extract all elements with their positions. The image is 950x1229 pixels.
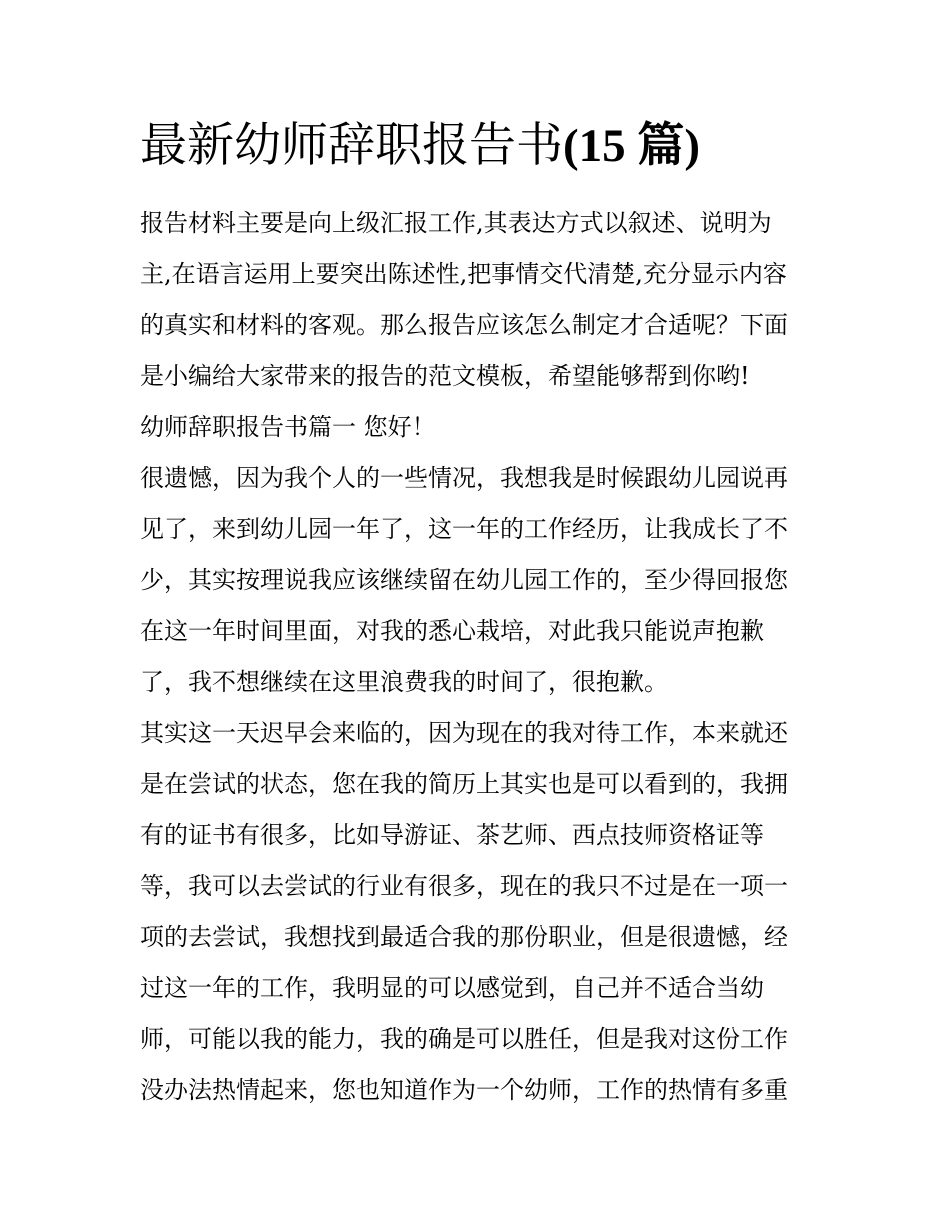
text-line: 见了，来到幼儿园一年了，这一年的工作经历，让我成长了不 xyxy=(140,515,788,543)
intro-paragraph xyxy=(140,198,820,402)
text-line: 等，我可以去尝试的行业有很多，现在的我只不过是在一项一 xyxy=(140,872,788,900)
section-heading xyxy=(140,402,820,453)
text-line: 其实这一天迟早会来临的，因为现在的我对待工作，本来就还 xyxy=(140,719,788,747)
document-title xyxy=(140,116,840,176)
text-line: 没办法热情起来，您也知道作为一个幼师，工作的热情有多重 xyxy=(140,1076,788,1104)
text-line: 很遗憾，因为我个人的一些情况，我想我是时候跟幼儿园说再 xyxy=(140,464,788,492)
section-heading-text: 幼师辞职报告书篇一 您好！ xyxy=(140,413,436,441)
text-line: 过这一年的工作，我明显的可以感觉到，自己并不适合当幼 xyxy=(140,974,764,1002)
text-line: 主,在语言运用上要突出陈述性,把事情交代清楚,充分显示内容 xyxy=(140,260,787,288)
title-suffix: (15 篇) xyxy=(563,120,701,172)
text-line: 少，其实按理说我应该继续留在幼儿园工作的，至少得回报您 xyxy=(140,566,788,594)
text-line: 了，我不想继续在这里浪费我的时间了，很抱歉。 xyxy=(140,668,668,696)
text-line: 在这一年时间里面，对我的悉心栽培，对此我只能说声抱歉 xyxy=(140,617,764,645)
text-line: 师，可能以我的能力，我的确是可以胜任，但是我对这份工作 xyxy=(140,1025,788,1053)
body-paragraph-1 xyxy=(140,453,820,708)
text-line: 报告材料主要是向上级汇报工作,其表达方式以叙述、说明为 xyxy=(140,209,772,237)
title-main: 最新幼师辞职报告书 xyxy=(140,118,563,173)
text-line: 是小编给大家带来的报告的范文模板，希望能够帮到你哟! xyxy=(140,362,750,390)
text-line: 的真实和材料的客观。那么报告应该怎么制定才合适呢？下面 xyxy=(140,311,788,339)
document-body xyxy=(140,198,820,1116)
body-paragraph-2 xyxy=(140,708,820,1116)
text-line: 有的证书有很多，比如导游证、茶艺师、西点技师资格证等 xyxy=(140,821,764,849)
text-line: 项的去尝试，我想找到最适合我的那份职业，但是很遗憾，经 xyxy=(140,923,788,951)
text-line: 是在尝试的状态，您在我的简历上其实也是可以看到的，我拥 xyxy=(140,770,788,798)
